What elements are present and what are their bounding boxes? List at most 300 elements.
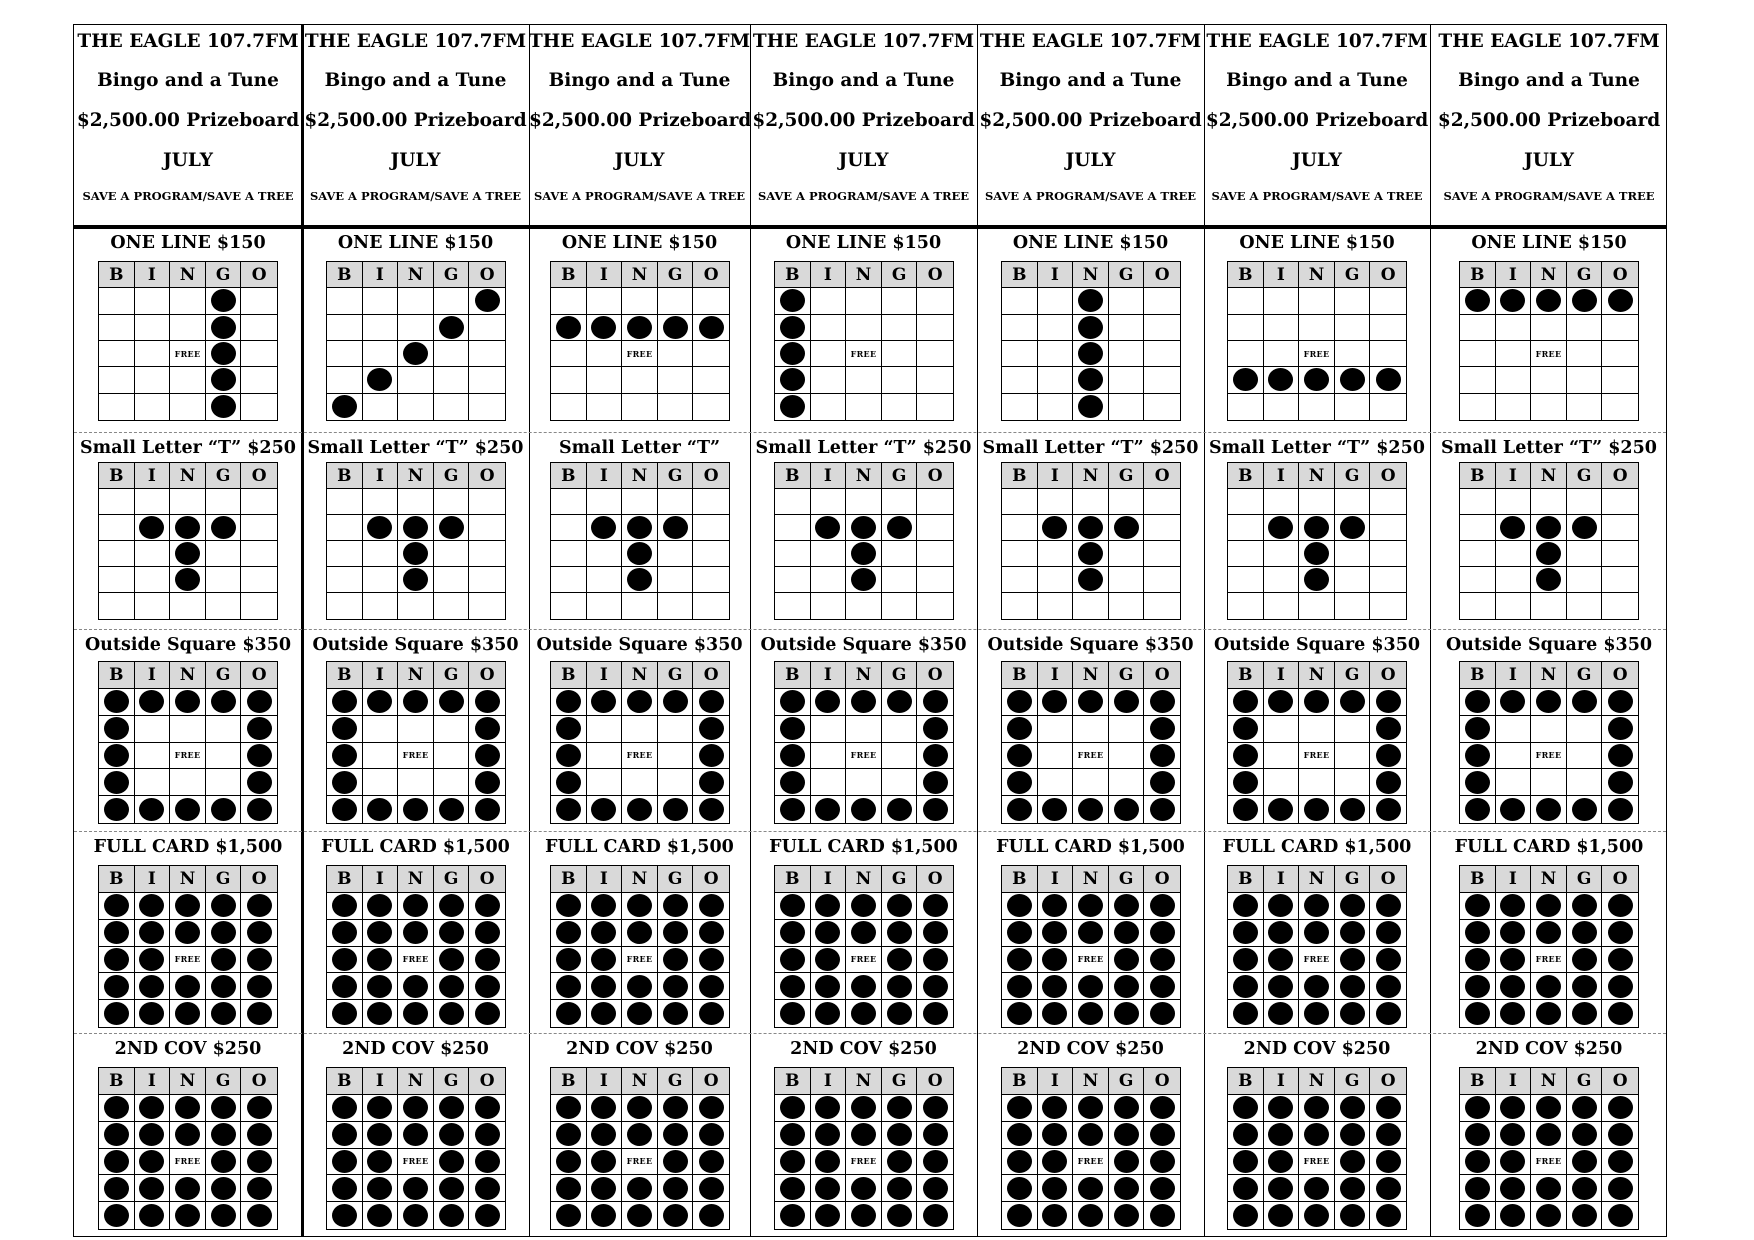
card-square (1144, 689, 1180, 716)
card-square (811, 1202, 847, 1229)
dauber-dot (1500, 289, 1525, 312)
card-square (241, 796, 277, 823)
card-square (1228, 1122, 1264, 1149)
card-square (775, 973, 811, 1000)
bingo-card (774, 261, 954, 421)
dauber-dot (1114, 1096, 1139, 1119)
dauber-dot (1608, 771, 1633, 794)
card-square (658, 341, 694, 367)
card-square (206, 743, 242, 770)
free-space-label: FREE (1077, 750, 1104, 761)
bingo-letter: G (206, 866, 242, 893)
card-square (1335, 315, 1371, 341)
card-square (1299, 593, 1335, 619)
card-square (587, 689, 623, 716)
card-square (622, 1095, 658, 1122)
pattern-cell (1204, 831, 1430, 1033)
dauber-dot (1572, 1204, 1597, 1227)
card-square (135, 743, 171, 770)
card-square (206, 689, 242, 716)
card-square (1109, 769, 1145, 796)
bingo-letter: B (551, 662, 587, 689)
card-square (775, 593, 811, 619)
card-square (1002, 973, 1038, 1000)
dauber-dot (211, 1002, 236, 1025)
card-square (658, 394, 694, 420)
dauber-dot (1150, 744, 1175, 767)
dauber-dot (923, 975, 948, 998)
dauber-dot (851, 1204, 876, 1227)
pattern-cell (1430, 227, 1668, 432)
dauber-dot (1500, 1096, 1525, 1119)
card-square (1460, 315, 1496, 341)
dauber-dot (887, 894, 912, 917)
card-square (775, 541, 811, 567)
card-square (99, 489, 135, 515)
card-square (135, 1149, 171, 1176)
card-square (622, 541, 658, 567)
dauber-dot (887, 975, 912, 998)
card-square (1370, 593, 1406, 619)
card-square (434, 288, 470, 314)
card-square (811, 769, 847, 796)
card-square (917, 367, 953, 393)
card-square (1002, 1095, 1038, 1122)
card-square (1335, 716, 1371, 743)
bingo-letter: I (1496, 866, 1532, 893)
pattern-title: 2ND COV $250 (566, 1039, 713, 1059)
month-label: JULY (614, 150, 665, 171)
card-square (1370, 1175, 1406, 1202)
dauber-dot (1340, 894, 1365, 917)
bingo-letter: O (1602, 866, 1638, 893)
card-square (1228, 367, 1264, 393)
bingo-letter: I (587, 262, 623, 288)
dauber-dot (851, 516, 876, 539)
dauber-dot (851, 690, 876, 713)
dauber-dot (175, 975, 200, 998)
dauber-dot (851, 542, 876, 565)
card-square (1002, 920, 1038, 947)
card-square (1264, 341, 1300, 367)
bingo-letter: I (1264, 463, 1300, 489)
dauber-dot (1500, 921, 1525, 944)
bingo-letter: I (587, 662, 623, 689)
card-square (99, 515, 135, 541)
card-square (327, 1095, 363, 1122)
bingo-letter: I (587, 1068, 623, 1095)
station-name: THE EAGLE 107.7FM (304, 31, 527, 52)
card-square (1370, 341, 1406, 367)
card-square (1109, 1122, 1145, 1149)
card-square (241, 541, 277, 567)
card-square (1496, 315, 1532, 341)
card-square (1299, 1122, 1335, 1149)
dauber-dot (175, 1204, 200, 1227)
dauber-dot (556, 1204, 581, 1227)
card-square (1460, 341, 1496, 367)
free-space-label: FREE (402, 1156, 429, 1167)
card-square (846, 593, 882, 619)
bingo-letter: N (1531, 463, 1567, 489)
card-square (1335, 1122, 1371, 1149)
card-square (170, 1000, 206, 1027)
card-square (1038, 1202, 1074, 1229)
dauber-dot (1608, 1096, 1633, 1119)
card-square (241, 567, 277, 593)
card-square (917, 541, 953, 567)
pattern-cell (977, 227, 1204, 432)
dauber-dot (1376, 1150, 1401, 1173)
card-square (658, 288, 694, 314)
bingo-letter: I (811, 866, 847, 893)
card-square (1496, 489, 1532, 515)
card-square (693, 1149, 729, 1176)
free-space-label: FREE (1535, 750, 1562, 761)
dauber-dot (211, 798, 236, 821)
card-square (846, 489, 882, 515)
card-square (1109, 567, 1145, 593)
dauber-dot (1500, 975, 1525, 998)
dauber-dot (1042, 948, 1067, 971)
dauber-dot (1078, 894, 1103, 917)
dauber-dot (439, 516, 464, 539)
card-square (206, 315, 242, 341)
pattern-title: 2ND COV $250 (790, 1039, 937, 1059)
dauber-dot (1608, 798, 1633, 821)
card-square (434, 1095, 470, 1122)
dauber-dot (699, 1096, 724, 1119)
card-square (1073, 341, 1109, 367)
card-square (622, 769, 658, 796)
card-square (469, 796, 505, 823)
card-square (658, 515, 694, 541)
dauber-dot (1304, 568, 1329, 591)
dauber-dot (556, 921, 581, 944)
card-square (363, 1095, 399, 1122)
card-square (587, 489, 623, 515)
card-square (1073, 541, 1109, 567)
dauber-dot (403, 1096, 428, 1119)
month-label: JULY (1065, 150, 1116, 171)
dauber-dot (139, 1123, 164, 1146)
dauber-dot (439, 1096, 464, 1119)
card-square (1038, 593, 1074, 619)
dauber-dot (627, 542, 652, 565)
dauber-dot (1114, 894, 1139, 917)
card-square (170, 515, 206, 541)
card-square (170, 920, 206, 947)
dauber-dot (104, 771, 129, 794)
bingo-letter: O (241, 262, 277, 288)
card-square (917, 341, 953, 367)
dauber-dot (663, 1123, 688, 1146)
bingo-letter: B (775, 262, 811, 288)
dauber-dot (1233, 690, 1258, 713)
card-square (206, 341, 242, 367)
card-square (363, 489, 399, 515)
bingo-letter: G (882, 866, 918, 893)
dauber-dot (591, 1123, 616, 1146)
bingo-letter: G (658, 1068, 694, 1095)
dauber-dot (1536, 690, 1561, 713)
card-square (1335, 947, 1371, 974)
dauber-dot (1465, 894, 1490, 917)
card-square (846, 893, 882, 920)
pattern-cell (74, 227, 302, 432)
pattern-cell (74, 432, 302, 629)
dauber-dot (1078, 368, 1103, 391)
card-square (327, 341, 363, 367)
card-square (1144, 769, 1180, 796)
card-square (241, 288, 277, 314)
dauber-dot (627, 568, 652, 591)
save-tree-note: SAVE A PROGRAM/SAVE A TREE (1443, 189, 1655, 203)
dauber-dot (1340, 1177, 1365, 1200)
card-square (658, 716, 694, 743)
dauber-dot (780, 1002, 805, 1025)
dauber-dot (104, 894, 129, 917)
card-square (1370, 1095, 1406, 1122)
pattern-title: 2ND COV $250 (1243, 1039, 1391, 1059)
card-square (327, 567, 363, 593)
dauber-dot (211, 289, 236, 312)
dauber-dot (1340, 690, 1365, 713)
card-square (434, 769, 470, 796)
card-square (327, 1149, 363, 1176)
card-square (1038, 1095, 1074, 1122)
dauber-dot (815, 1123, 840, 1146)
dauber-dot (699, 744, 724, 767)
dauber-dot (1114, 1002, 1139, 1025)
prizeboard-amount: $2,500.00 Prizeboard (752, 110, 975, 131)
dauber-dot (1465, 1150, 1490, 1173)
card-square (1144, 796, 1180, 823)
dauber-dot (1340, 1150, 1365, 1173)
dauber-dot (332, 798, 357, 821)
card-square (1370, 743, 1406, 770)
dauber-dot (211, 1204, 236, 1227)
dauber-dot (1572, 289, 1597, 312)
save-tree-note: SAVE A PROGRAM/SAVE A TREE (309, 189, 522, 203)
bingo-letter: G (1335, 262, 1371, 288)
bingo-letter: I (1264, 262, 1300, 288)
dauber-dot (556, 948, 581, 971)
dauber-dot (104, 1096, 129, 1119)
card-square (363, 1202, 399, 1229)
card-square (622, 567, 658, 593)
bingo-letter: B (1002, 1068, 1038, 1095)
free-space-label: FREE (850, 348, 877, 359)
card-square (1073, 1149, 1109, 1176)
card-square (170, 893, 206, 920)
bingo-letter: I (135, 1068, 171, 1095)
card-square (1335, 893, 1371, 920)
card-square (811, 920, 847, 947)
card-square (1264, 689, 1300, 716)
bingo-letter: N (398, 1068, 434, 1095)
dauber-dot (851, 975, 876, 998)
dauber-dot (1304, 690, 1329, 713)
card-square (811, 947, 847, 974)
card-square (622, 593, 658, 619)
card-square (241, 1122, 277, 1149)
card-square (1496, 689, 1532, 716)
station-name: THE EAGLE 107.7FM (1206, 31, 1428, 52)
dauber-dot (1268, 1150, 1293, 1173)
dauber-dot (1150, 1204, 1175, 1227)
dauber-dot (247, 1150, 272, 1173)
dauber-dot (887, 1177, 912, 1200)
dauber-dot (591, 516, 616, 539)
dauber-dot (1078, 316, 1103, 339)
card-square (1531, 1122, 1567, 1149)
card-square (1264, 1122, 1300, 1149)
card-square (1496, 743, 1532, 770)
card-square (882, 1175, 918, 1202)
show-name: Bingo and a Tune (1226, 70, 1408, 91)
bingo-letter: I (1038, 1068, 1074, 1095)
dauber-dot (139, 948, 164, 971)
dauber-dot (1500, 690, 1525, 713)
card-square (1038, 920, 1074, 947)
bingo-letter: B (1002, 662, 1038, 689)
bingo-letter: G (658, 262, 694, 288)
bingo-letter: G (1567, 1068, 1603, 1095)
card-square (1370, 893, 1406, 920)
card-square (622, 341, 658, 367)
dauber-dot (1233, 1002, 1258, 1025)
card-square (1109, 315, 1145, 341)
dauber-dot (699, 1123, 724, 1146)
card-square (587, 1122, 623, 1149)
dauber-dot (367, 516, 392, 539)
card-square (135, 489, 171, 515)
bingo-letter: G (434, 662, 470, 689)
card-square (241, 1175, 277, 1202)
dauber-dot (475, 1204, 500, 1227)
bingo-letter: G (1335, 662, 1371, 689)
card-square (1496, 541, 1532, 567)
bingo-card (1459, 1067, 1639, 1230)
card-square (811, 567, 847, 593)
pattern-title: Outside Square $350 (987, 635, 1194, 655)
card-square (917, 288, 953, 314)
card-square (775, 1000, 811, 1027)
card-square (99, 947, 135, 974)
bingo-letter: N (622, 463, 658, 489)
pattern-cell (1204, 1033, 1430, 1238)
card-square (1038, 541, 1074, 567)
card-square (775, 1149, 811, 1176)
bingo-letter: O (917, 866, 953, 893)
dauber-dot (367, 798, 392, 821)
card-square (551, 1000, 587, 1027)
dauber-dot (211, 975, 236, 998)
card-square (327, 593, 363, 619)
card-square (1073, 689, 1109, 716)
pattern-title: FULL CARD $1,500 (545, 837, 734, 857)
card-square (1144, 893, 1180, 920)
card-square (587, 541, 623, 567)
card-square (882, 743, 918, 770)
dauber-dot (139, 1096, 164, 1119)
dauber-dot (139, 921, 164, 944)
dauber-dot (332, 1002, 357, 1025)
bingo-letter: G (882, 662, 918, 689)
free-space-label: FREE (174, 750, 201, 761)
card-square (170, 541, 206, 567)
dauber-dot (247, 1096, 272, 1119)
card-square (363, 1175, 399, 1202)
card-square (135, 1202, 171, 1229)
bingo-letter: I (1496, 662, 1532, 689)
card-square (551, 593, 587, 619)
card-square (917, 1149, 953, 1176)
card-square (775, 920, 811, 947)
card-square (775, 1175, 811, 1202)
card-square (1567, 973, 1603, 1000)
dauber-dot (104, 1204, 129, 1227)
bingo-letter: O (1144, 662, 1180, 689)
card-square (658, 769, 694, 796)
free-space-label: FREE (1535, 954, 1562, 965)
card-square (363, 515, 399, 541)
card-square (1370, 920, 1406, 947)
card-square (846, 515, 882, 541)
dauber-dot (556, 744, 581, 767)
dauber-dot (1042, 1204, 1067, 1227)
card-square (1496, 1000, 1532, 1027)
bingo-card (550, 261, 730, 421)
bingo-letter: I (363, 866, 399, 893)
pattern-cell (529, 629, 750, 831)
card-square (587, 920, 623, 947)
pattern-cell (74, 831, 302, 1033)
card-square (1228, 515, 1264, 541)
card-square (1228, 288, 1264, 314)
card-square (1602, 593, 1638, 619)
card-square (135, 920, 171, 947)
card-square (170, 1122, 206, 1149)
dauber-dot (1500, 1002, 1525, 1025)
dauber-dot (1376, 1096, 1401, 1119)
card-square (1370, 541, 1406, 567)
dauber-dot (1536, 894, 1561, 917)
card-square (1567, 515, 1603, 541)
card-square (469, 541, 505, 567)
dauber-dot (104, 1002, 129, 1025)
dauber-dot (1465, 771, 1490, 794)
card-square (846, 288, 882, 314)
card-square (917, 769, 953, 796)
card-square (327, 515, 363, 541)
free-space-label: FREE (626, 750, 653, 761)
card-square (241, 315, 277, 341)
card-square (917, 489, 953, 515)
card-square (363, 920, 399, 947)
card-square (135, 593, 171, 619)
pattern-cell (74, 1033, 302, 1238)
pattern-title: ONE LINE $150 (785, 233, 942, 253)
card-square (99, 1149, 135, 1176)
card-square (241, 769, 277, 796)
card-square (434, 567, 470, 593)
card-square (622, 367, 658, 393)
card-square (1602, 1000, 1638, 1027)
dauber-dot (1007, 1204, 1032, 1227)
dauber-dot (815, 690, 840, 713)
